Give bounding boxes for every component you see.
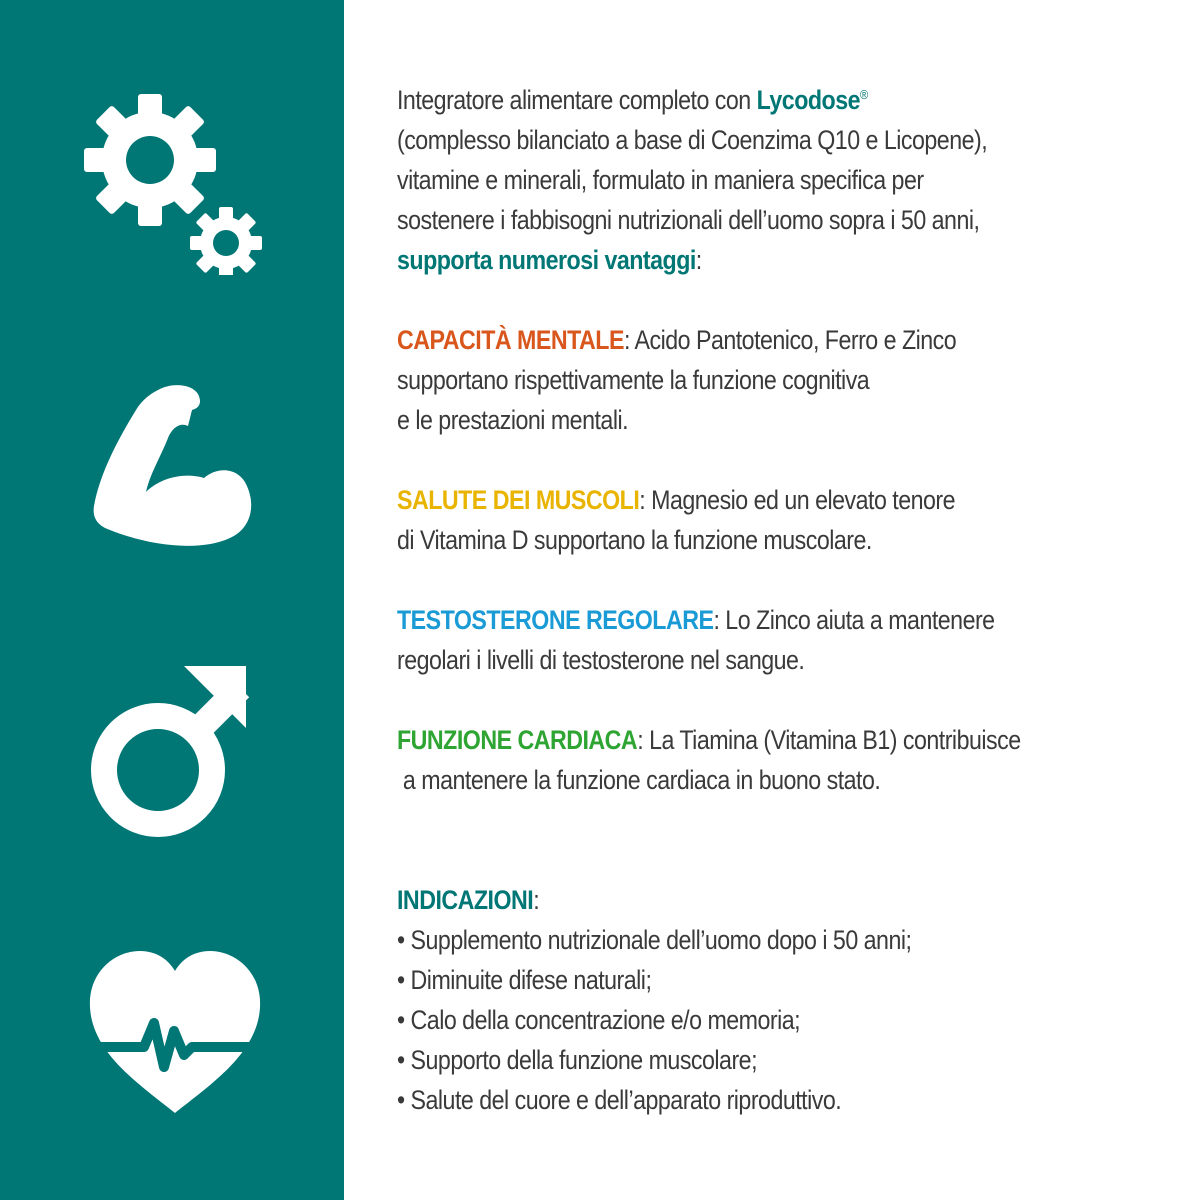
benefit-mental <box>397 320 1171 440</box>
benefit-text: e le prestazioni mentali. <box>397 405 629 435</box>
benefit-title: SALUTE DEI MUSCOLI <box>397 485 640 515</box>
benefit-text: di Vitamina D supportano la funzione muscolare. <box>397 525 872 555</box>
list-item: • Supporto della funzione muscolare; <box>397 1045 758 1075</box>
intro-highlight: supporta numerosi vantaggi <box>397 245 696 275</box>
male-symbol-icon <box>80 660 270 850</box>
benefit-text: : Acido Pantotenico, Ferro e Zinco <box>623 325 957 355</box>
list-item: • Salute del cuore e dell’apparato riproduttivo. <box>397 1085 842 1115</box>
product-description <box>397 80 1171 1160</box>
indications-colon: : <box>533 885 540 915</box>
heart-pulse-icon <box>80 935 270 1125</box>
benefit-title: CAPACITÀ MENTALE <box>397 325 624 355</box>
intro-colon: : <box>695 245 702 275</box>
list-item: • Calo della concentrazione e/o memoria; <box>397 1005 801 1035</box>
icon-sidebar <box>0 0 344 1200</box>
indications-section <box>397 880 1171 1120</box>
flexed-arm-icon <box>80 380 270 570</box>
indications-list <box>397 920 1171 1120</box>
gears-icon <box>80 85 270 275</box>
benefit-muscle <box>397 480 1171 560</box>
intro-text: Integratore alimentare completo con <box>397 85 757 115</box>
benefit-text: : La Tiamina (Vitamina B1) contribuisce <box>637 725 1021 755</box>
intro-paragraph <box>397 80 1171 280</box>
benefit-text: : Lo Zinco aiuta a mantenere <box>713 605 995 635</box>
indications-title: INDICAZIONI <box>397 885 534 915</box>
benefit-text: : Magnesio ed un elevato tenore <box>639 485 956 515</box>
list-item: • Supplemento nutrizionale dell’uomo dopo i 50 anni; <box>397 925 912 955</box>
intro-text: sostenere i fabbisogni nutrizionali dell’uomo sopra i 50 anni, <box>397 205 980 235</box>
benefit-text: supportano rispettivamente la funzione cognitiva <box>397 365 870 395</box>
intro-text: (complesso bilanciato a base di Coenzima Q10 e Licopene), <box>397 125 988 155</box>
benefit-title: FUNZIONE CARDIACA <box>397 725 638 755</box>
benefit-cardiac <box>397 720 1171 800</box>
benefit-text: a mantenere la funzione cardiaca in buono stato. <box>397 765 881 795</box>
benefit-title: TESTOSTERONE REGOLARE <box>397 605 714 635</box>
intro-text: vitamine e minerali, formulato in maniera specifica per <box>397 165 924 195</box>
list-item: • Diminuite difese naturali; <box>397 965 652 995</box>
brand-name: Lycodose <box>756 85 861 115</box>
registered-mark: ® <box>860 87 868 102</box>
benefit-testosterone <box>397 600 1171 680</box>
benefit-text: regolari i livelli di testosterone nel sangue. <box>397 645 805 675</box>
